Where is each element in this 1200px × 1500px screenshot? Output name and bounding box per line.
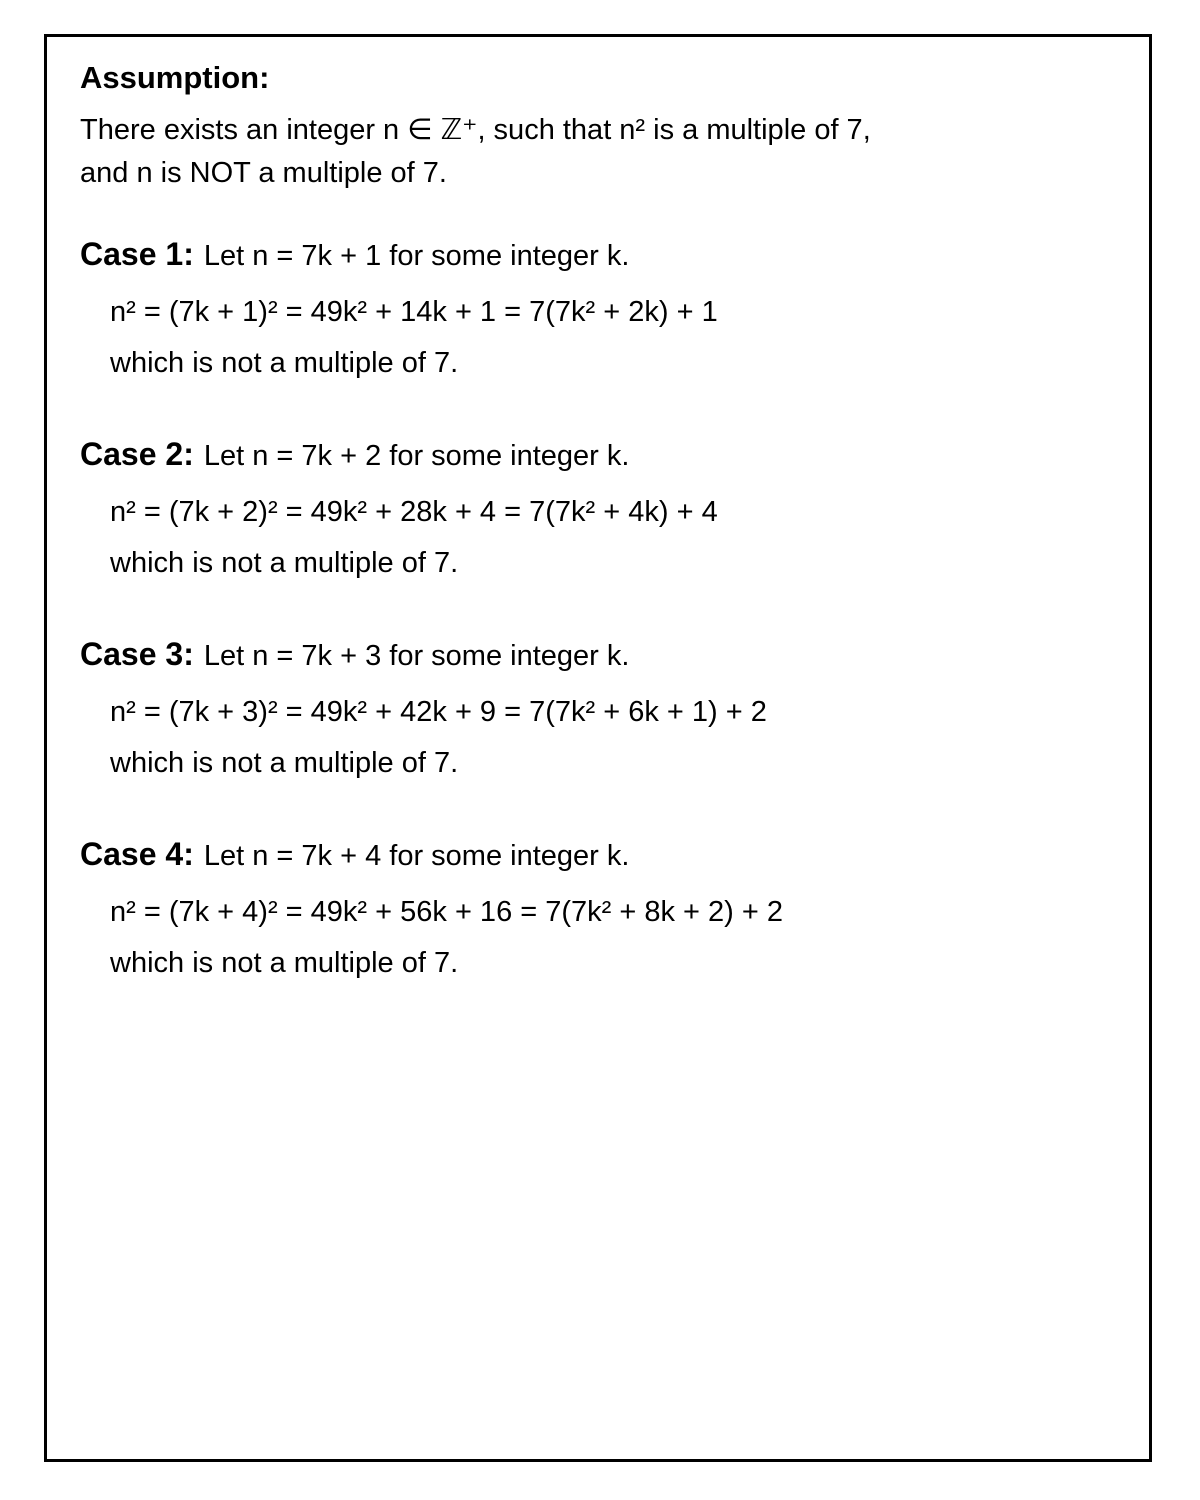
case-3-let: Let n = 7k + 3 for some integer k. <box>203 640 630 672</box>
case-2-let: Let n = 7k + 2 for some integer k. <box>203 440 630 472</box>
case-2-conclusion: which is not a multiple of 7. <box>110 547 459 579</box>
case-4-conclusion: which is not a multiple of 7. <box>110 947 459 979</box>
case-4-equation: n² = (7k + 4)² = 49k² + 56k + 16 = 7(7k² + 8k + 2) + 2 <box>110 896 784 928</box>
case-2-header <box>80 434 629 481</box>
case-1-header <box>80 234 629 281</box>
case-2-title: Case 2: <box>80 436 194 472</box>
case-1-equation: n² = (7k + 1)² = 49k² + 14k + 1 = 7(7k² + 2k) + 1 <box>110 296 718 328</box>
case-4-let: Let n = 7k + 4 for some integer k. <box>203 840 630 872</box>
case-1-title: Case 1: <box>80 236 194 272</box>
case-4-title: Case 4: <box>80 836 194 872</box>
case-1-conclusion: which is not a multiple of 7. <box>110 347 459 379</box>
assumption-line-2: and n is NOT a multiple of 7. <box>80 157 447 189</box>
case-3-title: Case 3: <box>80 636 194 672</box>
case-3-conclusion: which is not a multiple of 7. <box>110 747 459 779</box>
case-3-header <box>80 634 629 681</box>
case-2-equation: n² = (7k + 2)² = 49k² + 28k + 4 = 7(7k² + 4k) + 4 <box>110 496 718 528</box>
case-4-header <box>80 834 629 881</box>
assumption-heading: Assumption: <box>80 60 270 95</box>
case-1-let: Let n = 7k + 1 for some integer k. <box>203 240 630 272</box>
assumption-line-1: There exists an integer n ∈ ℤ⁺, such that n² is a multiple of 7, <box>80 114 871 146</box>
case-3-equation: n² = (7k + 3)² = 49k² + 42k + 9 = 7(7k² + 6k + 1) + 2 <box>110 696 767 728</box>
